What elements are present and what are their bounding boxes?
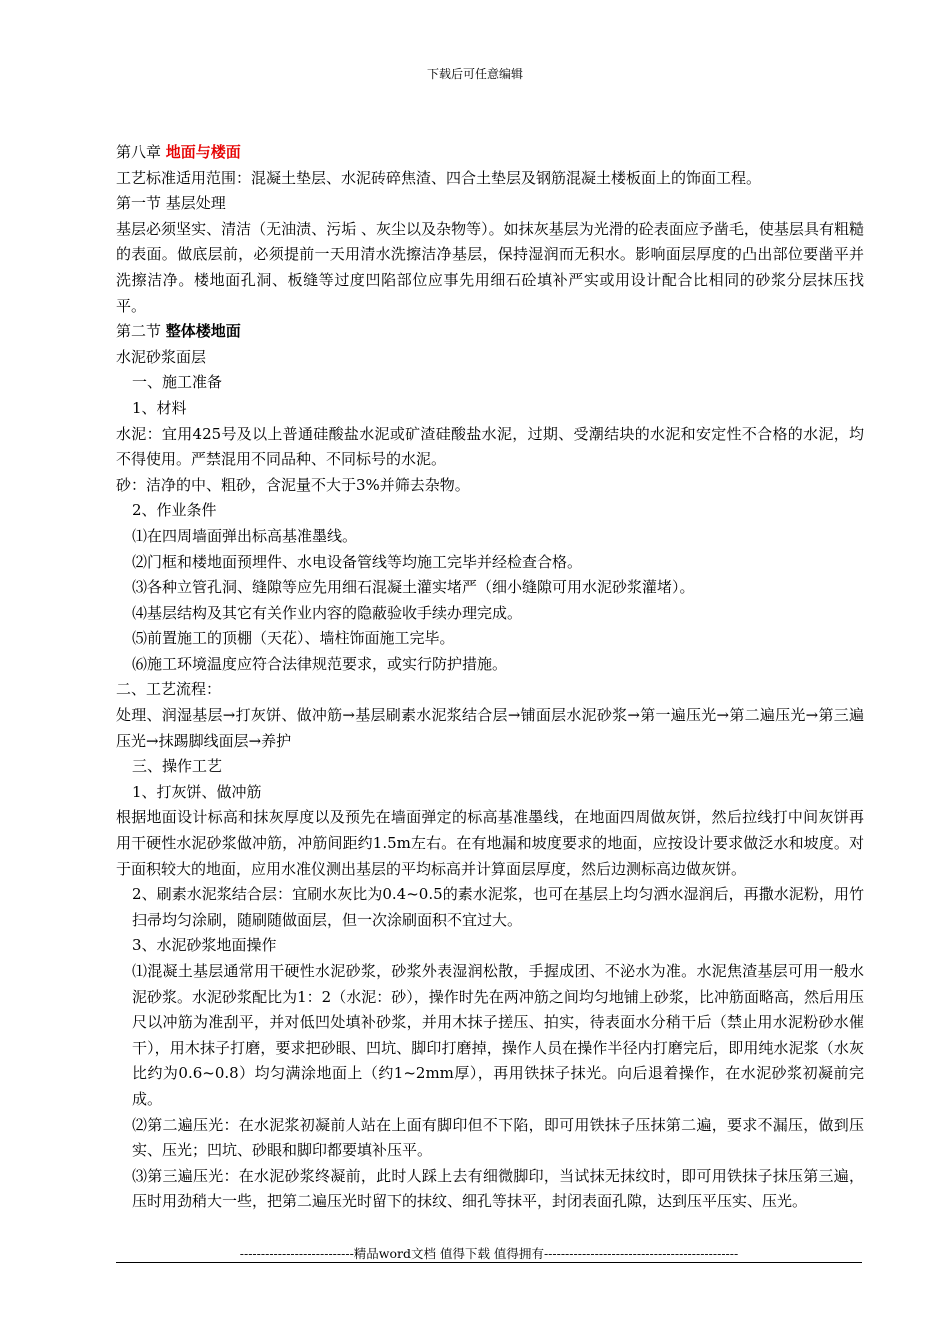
prep-title: 一、施工准备 — [132, 373, 223, 392]
condition-item: ⑴在四周墙面弹出标高基准墨线。 — [132, 526, 358, 545]
op2-paragraph: 2、刷素水泥浆结合层：宜刷水灰比为0.4~0.5的素水泥浆，也可在基层上均匀洒水湿润后，再撒水泥粉，用竹扫帚均匀涂刷，随刷随做面层，但一次涂刷面积不宜过大。 — [132, 885, 864, 929]
document-body — [116, 140, 864, 1215]
section2-subtitle: 水泥砂浆面层 — [116, 347, 207, 366]
page-header: 下载后可任意编辑 — [426, 67, 523, 81]
section1-body: 基层必须坚实、清洁（无油渍、污垢 、灰尘以及杂物等）。如抹灰基层为光滑的砼表面应予凿毛，使基层具有粗糙的表面。做底层前，必须提前一天用清水洗擦洁净基层，保持湿润而无积水。影响面层厚度的凸出部位要凿平并洗擦洁净。楼地面孔洞、板缝等过度凹陷部位应事先用细石砼填补严实或用设计配合比相同的砂浆分层抹压找平。 — [116, 219, 864, 315]
flow-title: 二、工艺流程： — [116, 680, 222, 699]
condition-item: ⑵门框和楼地面预埋件、水电设备管线等均施工完毕并经检查合格。 — [132, 552, 583, 571]
op3-item: ⑶第三遍压光：在水泥砂浆终凝前，此时人踩上去有细微脚印，当试抹无抹纹时，即可用铁抹子抹压第三遍，压时用劲稍大一些，把第二遍压光时留下的抹纹、细孔等抹平，封闭表面孔隙，达到压平压实、压光。 — [132, 1166, 864, 1211]
op3-title: 3、水泥砂浆地面操作 — [132, 936, 277, 955]
materials-title: 1、材料 — [132, 398, 187, 417]
op3-item: ⑵第二遍压光：在水泥浆初凝前人站在上面有脚印但不下陷，即可用铁抹子压抹第二遍，要求不漏压，做到压实、压光；凹坑、砂眼和脚印都要填补压平。 — [132, 1115, 864, 1160]
section2-prefix: 第二节 — [116, 322, 166, 341]
ops-title: 三、操作工艺 — [132, 757, 223, 776]
op1-body: 根据地面设计标高和抹灰厚度以及预先在墙面弹定的标高基准墨线，在地面四周做灰饼，然后拉线打中间灰饼再用干硬性水泥砂浆做冲筋，冲筋间距约1.5m左右。在有地漏和坡度要求的地面，应按设计要求做泛水和坡度。对于面积较大的地面，应用水准仪测出基层的平均标高并计算面层厚度，然后边测标高边做灰饼。 — [116, 808, 864, 878]
condition-item: ⑶各种立管孔洞、缝隙等应先用细石混凝土灌实堵严（细小缝隙可用水泥砂浆灌堵）。 — [132, 578, 695, 597]
chapter-title: 地面与楼面 — [165, 143, 241, 161]
section2-title: 整体楼地面 — [165, 322, 241, 341]
condition-item: ⑷基层结构及其它有关作业内容的隐蔽验收手续办理完成。 — [132, 603, 523, 622]
condition-item: ⑸前置施工的顶棚（天花）、墙柱饰面施工完毕。 — [132, 629, 455, 648]
condition-item: ⑹施工环境温度应符合法律规范要求，或实行防护措施。 — [132, 654, 508, 673]
footer-rule — [116, 1262, 862, 1263]
chapter-heading — [116, 140, 864, 166]
sand-paragraph: 砂：洁净的中、粗砂，含泥量不大于3%并筛去杂物。 — [116, 475, 470, 494]
chapter-prefix: 第八章 — [116, 143, 166, 161]
scope-paragraph: 工艺标准适用范围：混凝土垫层、水泥砖碎焦渣、四合土垫层及钢筋混凝土楼板面上的饰面工程。 — [116, 168, 762, 187]
section1-title: 第一节 基层处理 — [116, 194, 226, 213]
section2-heading — [116, 319, 864, 345]
page-footer: ---------------------------精品word文档 值得下载 值得拥有---------------------------------------------- — [239, 1246, 739, 1261]
op3-item: ⑴混凝土基层通常用干硬性水泥砂浆，砂浆外表湿润松散，手握成团、不泌水为准。水泥焦渣基层可用一般水泥砂浆。水泥砂浆配比为1：2（水泥：砂），操作时先在两冲筋之间均匀地铺上砂浆，比冲筋面略高，然后用压尺以冲筋为准刮平，并对低凹处填补砂浆，并用木抹子搓压、拍实，待表面水分稍干后（禁止用水泥粉砂水催干），用木抹子打磨，要求把砂眼、凹坑、脚印打磨掉，操作人员在操作半径内打磨完后，即用纯水泥浆（水灰比约为0.6~0.8）均匀满涂地面上（约1~2mm厚），再用铁抹子抹光。向后退着操作，在水泥砂浆初凝前完成。 — [132, 962, 864, 1108]
op1-title: 1、打灰饼、做冲筋 — [132, 782, 262, 801]
flow-paragraph: 处理、润湿基层→打灰饼、做冲筋→基层刷素水泥浆结合层→铺面层水泥砂浆→第一遍压光→第二遍压光→第三遍压光→抹踢脚线面层→养护 — [116, 706, 864, 750]
conditions-title: 2、作业条件 — [132, 501, 217, 520]
cement-paragraph: 水泥：宜用425号及以上普通硅酸盐水泥或矿渣硅酸盐水泥，过期、受潮结块的水泥和安定性不合格的水泥，均不得使用。严禁混用不同品种、不同标号的水泥。 — [116, 424, 864, 469]
